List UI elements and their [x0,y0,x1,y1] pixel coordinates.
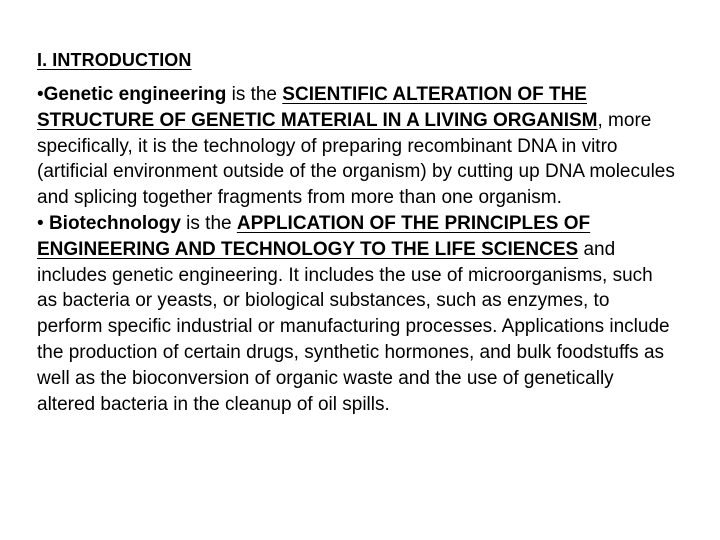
bullet-marker: • [37,212,44,234]
body-text [37,82,677,417]
term-genetic-engineering: Genetic engineering [43,84,227,105]
description-genetic-engineering: , more specifically, it is the technology of preparing recombinant DNA in vitro (artificial environment outside of the organism) by cutting up DNA molecules and splicing together fragments from more than one organism. [37,109,675,209]
connector-text: is the [226,84,283,105]
definition-genetic-engineering: SCIENTIFIC ALTERATION OF THE STRUCTURE OF GENETIC MATERIAL IN A LIVING ORGANISM [37,84,598,131]
connector-text: is the [180,212,237,234]
definition-biotechnology: APPLICATION OF THE PRINCIPLES OF ENGINEERING AND TECHNOLOGY TO THE LIFE SCIENCES [37,212,591,260]
bullet-marker: • [37,84,44,105]
paragraph-genetic-engineering [37,82,677,211]
section-heading: I. INTRODUCTION [37,50,192,70]
description-biotechnology: and includes genetic engineering. It includes the use of microorganisms, such as bacteria or yeasts, or biological substances, such as enzymes, to perform specific industrial or manufacturing processes. Applications include the production of certain drugs, synthetic hormones, and bulk foodstuffs as well as the bioconversion of organic waste and the use of genetically altered bacteria in the cleanup of oil spills. [37,238,670,415]
paragraph-biotechnology [37,211,677,417]
term-biotechnology: Biotechnology [48,212,181,234]
